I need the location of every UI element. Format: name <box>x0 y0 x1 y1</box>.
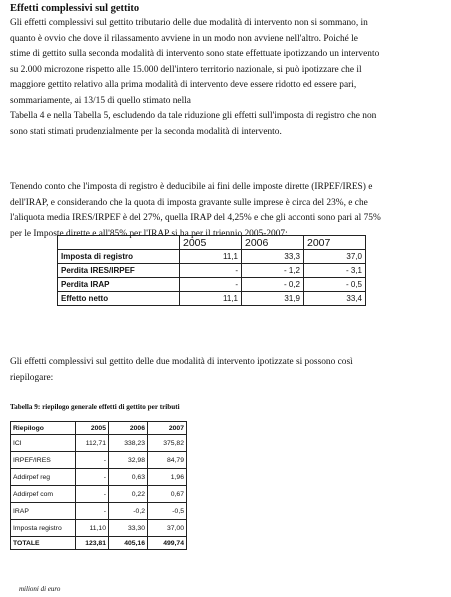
cell-value: 33,30 <box>109 520 148 537</box>
unit-note: milioni di euro <box>19 585 61 593</box>
cell-value: 32,98 <box>109 452 148 469</box>
row-label: Effetto netto <box>58 292 180 306</box>
paragraph-summary <box>10 355 440 386</box>
cell-value: 112,71 <box>76 435 109 452</box>
row-label: Addirpef reg <box>11 469 76 486</box>
text-line: riepilogare: <box>10 372 54 383</box>
header-cell: 2005 <box>76 422 109 435</box>
cell-value: 33,3 <box>242 250 304 264</box>
cell-value: 338,23 <box>109 435 148 452</box>
table-row <box>11 486 187 503</box>
cell-value: - 0,2 <box>242 278 304 292</box>
header-cell: 2005 <box>180 236 242 250</box>
text-line: su 2.000 microzone rispetto alle 15.000 dell'intero territorio nazionale, si può ipotizzare che il <box>10 64 362 75</box>
row-label: Addirpef com <box>11 486 76 503</box>
table-row <box>58 292 366 306</box>
header-cell <box>58 236 180 250</box>
header-cell: Riepilogo <box>11 422 76 435</box>
text-line: Gli effetti complessivi sul gettito delle due modalità di intervento ipotizzate si possono così <box>10 357 353 367</box>
table-row <box>58 250 366 264</box>
row-label: IRPEF/IRES <box>11 452 76 469</box>
text-line: per le Imposte dirette e all'85% per l'IRAP si ha per il triennio 2005-2007: <box>10 228 288 239</box>
cell-value: 84,79 <box>148 452 187 469</box>
cell-value: 31,9 <box>242 292 304 306</box>
table-row <box>58 278 366 292</box>
text-line: quanto è ovvio che dove il rilassamento avviene in un modo non avviene nell'altro. Poiché le <box>10 33 358 44</box>
row-label: TOTALE <box>11 537 76 550</box>
cell-value: - 0,5 <box>304 278 366 292</box>
row-label: IRAP <box>11 503 76 520</box>
text-line: stime di gettito sulla seconda modalità di intervento sono state effettuate ipotizzando un intervento <box>10 49 380 59</box>
table-header-row <box>58 236 366 250</box>
cell-value: 11,1 <box>180 292 242 306</box>
table-row <box>11 503 187 520</box>
row-label: Perdita IRAP <box>58 278 180 292</box>
registry-tax-table <box>57 235 366 306</box>
table-row <box>11 520 187 537</box>
cell-value: 11,10 <box>76 520 109 537</box>
table-row <box>11 435 187 452</box>
header-cell: 2006 <box>109 422 148 435</box>
cell-value: - 1,2 <box>242 264 304 278</box>
text-line: l'aliquota media IRES/IRPEF è del 27%, quella IRAP del 4,25% e che gli acconti sono pari al 75% <box>10 213 381 223</box>
text-line: sono stati stimati prudenzialmente per la seconda modalità di intervento. <box>10 126 282 137</box>
row-label: Imposta di registro <box>58 250 180 264</box>
cell-value: 405,16 <box>109 537 148 550</box>
text-line: maggiore gettito relativo alla prima modalità di intervento deve essere ridotto ed essere pari, <box>10 80 357 90</box>
paragraph-deduction <box>10 180 440 242</box>
cell-value: - 3,1 <box>304 264 366 278</box>
cell-value: 123,81 <box>76 537 109 550</box>
text-line: dell'IRAP, e considerando che la quota di imposta gravante sulle imprese è circa del 23%, e che <box>10 197 368 208</box>
row-label: ICI <box>11 435 76 452</box>
header-cell: 2007 <box>304 236 366 250</box>
text-line: Tenendo conto che l'imposta di registro è deducibile ai fini delle imposte dirette (IRPEF/IRES) e <box>10 182 373 192</box>
cell-value: - <box>180 278 242 292</box>
row-label: Imposta registro <box>11 520 76 537</box>
cell-value: 1,96 <box>148 469 187 486</box>
cell-value: -0,2 <box>109 503 148 520</box>
text-line: Gli effetti complessivi sul gettito tributario delle due modalità di intervento non si sommano, in <box>10 18 368 28</box>
cell-value: 37,00 <box>148 520 187 537</box>
table-row <box>58 264 366 278</box>
cell-value: - <box>76 469 109 486</box>
cell-value: 11,1 <box>180 250 242 264</box>
table-row <box>11 469 187 486</box>
cell-value: 33,4 <box>304 292 366 306</box>
text-line: Tabella 4 e nella Tabella 5, escludendo da tale riduzione gli effetti sull'imposta di registro che non <box>10 111 377 121</box>
cell-value: 499,74 <box>148 537 187 550</box>
table-row <box>11 452 187 469</box>
cell-value: -0,5 <box>148 503 187 520</box>
cell-value: 0,22 <box>109 486 148 503</box>
header-cell: 2006 <box>242 236 304 250</box>
table-header-row <box>11 422 187 435</box>
summary-table <box>10 421 187 550</box>
cell-value: 0,63 <box>109 469 148 486</box>
total-row <box>11 537 187 550</box>
paragraph-effects <box>10 16 440 140</box>
cell-value: 37,0 <box>304 250 366 264</box>
cell-value: - <box>76 486 109 503</box>
cell-value: - <box>180 264 242 278</box>
text-line: sommariamente, ai 13/15 di quello stimato nella <box>10 95 191 106</box>
cell-value: 375,82 <box>148 435 187 452</box>
section-heading: Effetti complessivi sul gettito <box>10 3 140 14</box>
row-label: Perdita IRES/IRPEF <box>58 264 180 278</box>
cell-value: - <box>76 503 109 520</box>
header-cell: 2007 <box>148 422 187 435</box>
table-caption: Tabella 9: riepilogo generale effetti di gettito per tributi <box>10 403 180 411</box>
cell-value: - <box>76 452 109 469</box>
cell-value: 0,67 <box>148 486 187 503</box>
